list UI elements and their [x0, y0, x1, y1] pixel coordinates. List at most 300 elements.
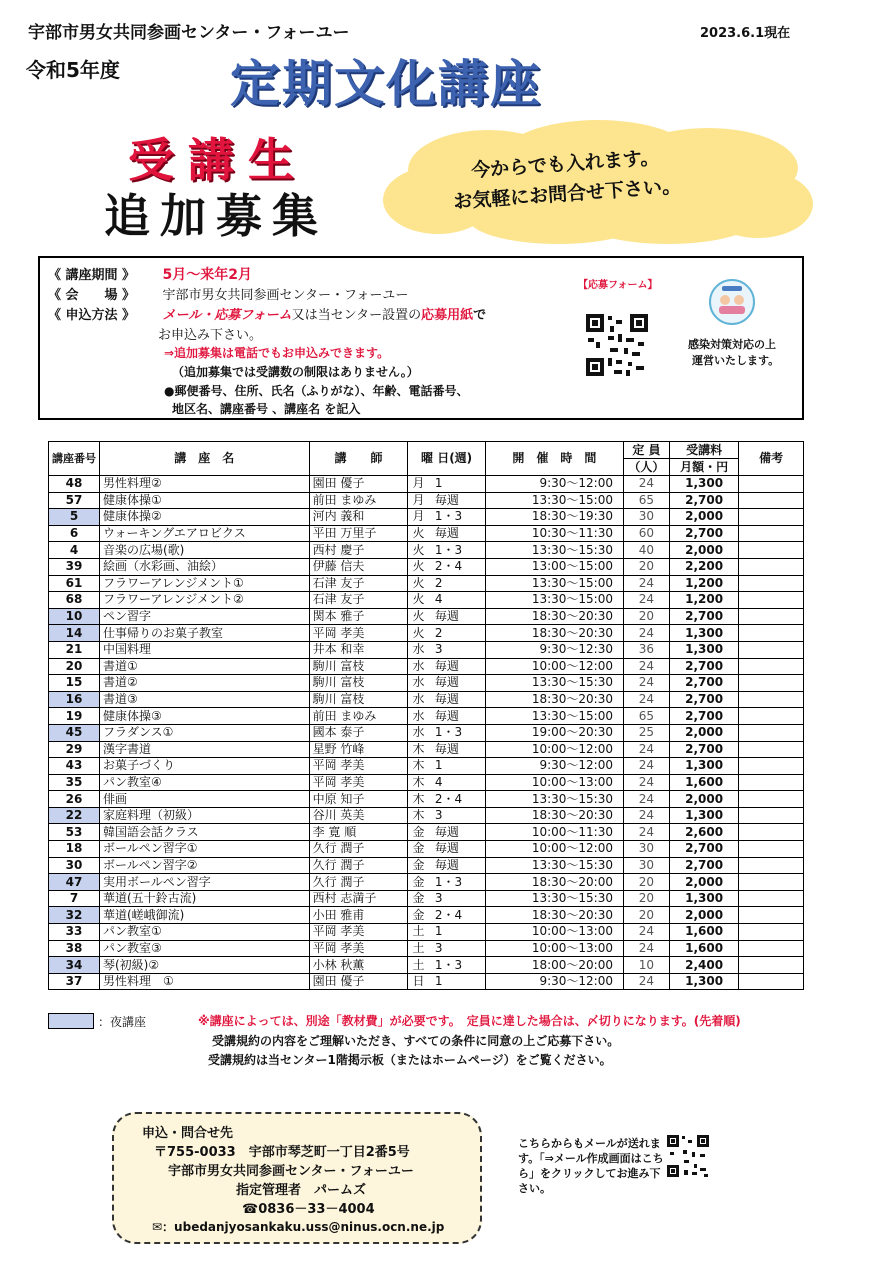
course-note	[739, 658, 804, 675]
course-capacity: 24	[624, 924, 670, 941]
course-note	[739, 691, 804, 708]
course-note	[739, 890, 804, 907]
course-capacity: 25	[624, 724, 670, 741]
course-frequency: 1	[432, 758, 485, 775]
course-time: 10:30～11:30	[485, 525, 623, 542]
course-day: 土	[408, 924, 432, 941]
method-line-5: ●郵便番号、住所、氏名（ふりがな）、年齢、電話番号、	[164, 384, 469, 398]
course-no: 48	[49, 476, 100, 493]
course-no: 47	[49, 874, 100, 891]
course-fee: 1,300	[669, 476, 738, 493]
course-frequency: 毎週	[432, 658, 485, 675]
table-row	[49, 675, 804, 692]
course-time: 18:30～20:30	[485, 807, 623, 824]
course-note	[739, 708, 804, 725]
course-name: 書道②	[100, 675, 310, 692]
course-no: 33	[49, 924, 100, 941]
course-fee: 2,200	[669, 558, 738, 575]
mail-note: こちらからもメールが送れます。「⇒メール作成画面はこちら」をクリックしてお進み下さい。	[518, 1137, 664, 1195]
course-capacity: 24	[624, 592, 670, 609]
course-note	[739, 625, 804, 642]
course-no: 19	[49, 708, 100, 725]
table-row	[49, 525, 804, 542]
course-no: 34	[49, 957, 100, 974]
table-row	[49, 641, 804, 658]
header-fee: 受講料	[669, 442, 738, 459]
course-teacher: 関本 雅子	[309, 608, 408, 625]
course-teacher: 西村 慶子	[309, 542, 408, 559]
course-fee: 1,300	[669, 625, 738, 642]
covid-stop-icon	[708, 278, 756, 326]
course-teacher: 駒川 富枝	[309, 691, 408, 708]
subtitle-recruitment: 追加募集	[104, 189, 328, 243]
course-no: 20	[49, 658, 100, 675]
contact-title: 申込・問合せ先	[142, 1126, 234, 1141]
course-day: 木	[408, 807, 432, 824]
course-teacher: 園田 優子	[309, 973, 408, 990]
course-teacher: 久行 潤子	[309, 857, 408, 874]
course-no: 43	[49, 758, 100, 775]
course-no: 21	[49, 641, 100, 658]
course-teacher: 李 寛 順	[309, 824, 408, 841]
course-frequency: 毎週	[432, 691, 485, 708]
course-time: 13:00～15:00	[485, 558, 623, 575]
period-value: 5月～来年2月	[162, 267, 253, 283]
course-day: 水	[408, 675, 432, 692]
course-fee: 2,600	[669, 824, 738, 841]
course-capacity: 24	[624, 774, 670, 791]
course-fee: 2,700	[669, 708, 738, 725]
course-no: 5	[49, 509, 100, 526]
course-capacity: 24	[624, 824, 670, 841]
course-time: 13:30～15:30	[485, 791, 623, 808]
course-no: 16	[49, 691, 100, 708]
table-row	[49, 807, 804, 824]
course-capacity: 24	[624, 741, 670, 758]
course-note	[739, 525, 804, 542]
course-time: 18:30～20:00	[485, 874, 623, 891]
course-note	[739, 741, 804, 758]
course-fee: 2,700	[669, 741, 738, 758]
course-note	[739, 807, 804, 824]
course-fee: 2,400	[669, 957, 738, 974]
course-note	[739, 509, 804, 526]
course-fee: 1,600	[669, 924, 738, 941]
course-frequency: 毎週	[432, 608, 485, 625]
course-fee: 1,300	[669, 807, 738, 824]
method-value-or: 又は当センター設置の	[291, 308, 422, 323]
course-time: 10:00～13:00	[485, 924, 623, 941]
course-day: 木	[408, 791, 432, 808]
table-row	[49, 841, 804, 858]
course-capacity: 30	[624, 857, 670, 874]
fiscal-year: 令和5年度	[26, 58, 120, 82]
table-row	[49, 608, 804, 625]
table-row	[49, 741, 804, 758]
course-teacher: 中原 知子	[309, 791, 408, 808]
note-material-fee: ※講座によっては、別途「教材費」が必要です。 定員に達した場合は、〆切りになります。(先着順)	[198, 1014, 741, 1028]
course-fee: 2,700	[669, 841, 738, 858]
course-capacity: 24	[624, 758, 670, 775]
course-teacher: 前田 まゆみ	[309, 708, 408, 725]
course-name: ウォーキングエアロビクス	[100, 525, 310, 542]
course-capacity: 24	[624, 476, 670, 493]
course-name: ペン習字	[100, 608, 310, 625]
course-capacity: 24	[624, 625, 670, 642]
course-capacity: 20	[624, 890, 670, 907]
course-day: 水	[408, 641, 432, 658]
course-note	[739, 608, 804, 625]
course-time: 18:30～20:30	[485, 608, 623, 625]
course-note	[739, 791, 804, 808]
course-day: 月	[408, 492, 432, 509]
course-capacity: 24	[624, 791, 670, 808]
course-no: 18	[49, 841, 100, 858]
course-capacity: 24	[624, 691, 670, 708]
course-frequency: 毎週	[432, 824, 485, 841]
course-note	[739, 592, 804, 609]
course-frequency: 2	[432, 625, 485, 642]
course-day: 火	[408, 525, 432, 542]
course-note	[739, 724, 804, 741]
cloud-line-1: 今からでも入れます。	[470, 146, 660, 182]
course-note	[739, 824, 804, 841]
table-row	[49, 973, 804, 990]
method-line-4: （追加募集では受講数の制限はありません。）	[172, 365, 419, 379]
table-row	[49, 924, 804, 941]
header-course-no: 講座番号	[49, 442, 100, 476]
table-row	[49, 824, 804, 841]
venue-value: 宇部市男女共同参画センター・フォーユー	[162, 288, 409, 303]
course-frequency: 1・3	[432, 542, 485, 559]
course-no: 10	[49, 608, 100, 625]
course-day: 火	[408, 592, 432, 609]
table-row	[49, 874, 804, 891]
course-time: 9:30～12:00	[485, 758, 623, 775]
course-day: 日	[408, 973, 432, 990]
course-fee: 1,300	[669, 890, 738, 907]
contact-address: 〒755-0033 宇部市琴芝町一丁目2番5号	[154, 1145, 410, 1160]
course-time: 10:00～11:30	[485, 824, 623, 841]
course-name: 音楽の広場(歌)	[100, 542, 310, 559]
header-note: 備考	[739, 442, 804, 476]
course-capacity: 24	[624, 658, 670, 675]
course-frequency: 毎週	[432, 857, 485, 874]
course-capacity: 30	[624, 841, 670, 858]
course-fee: 1,600	[669, 940, 738, 957]
course-teacher: 平岡 孝美	[309, 758, 408, 775]
course-name: 家庭料理（初級）	[100, 807, 310, 824]
course-name: 華道(嵯峨御流)	[100, 907, 310, 924]
course-fee: 1,600	[669, 774, 738, 791]
course-teacher: 石津 友子	[309, 575, 408, 592]
course-name: 絵画（水彩画、油絵）	[100, 558, 310, 575]
course-day: 金	[408, 874, 432, 891]
course-teacher: 平田 万里子	[309, 525, 408, 542]
course-capacity: 36	[624, 641, 670, 658]
course-capacity: 24	[624, 940, 670, 957]
course-name: ボールペン習字②	[100, 857, 310, 874]
course-capacity: 30	[624, 509, 670, 526]
course-teacher: 谷川 英美	[309, 807, 408, 824]
course-note	[739, 857, 804, 874]
course-teacher: 駒川 富枝	[309, 658, 408, 675]
course-no: 7	[49, 890, 100, 907]
contact-email[interactable]: ✉：ubedanjyosankaku.uss@ninus.ocn.ne.jp	[152, 1220, 445, 1234]
course-time: 13:30～15:30	[485, 890, 623, 907]
course-day: 木	[408, 774, 432, 791]
table-row	[49, 625, 804, 642]
header-time: 開 催 時 間	[485, 442, 623, 476]
form-label: 【応募フォーム】	[578, 280, 658, 291]
course-time: 9:30～12:30	[485, 641, 623, 658]
course-time: 9:30～12:00	[485, 476, 623, 493]
course-time: 10:00～13:00	[485, 774, 623, 791]
covid-line-2: 運営いたします。	[692, 354, 780, 367]
course-capacity: 24	[624, 675, 670, 692]
method-value-paper: 応募用紙	[421, 308, 474, 323]
course-time: 19:00～20:30	[485, 724, 623, 741]
course-day: 土	[408, 940, 432, 957]
course-name: 韓国語会話クラス	[100, 824, 310, 841]
course-no: 57	[49, 492, 100, 509]
course-capacity: 40	[624, 542, 670, 559]
course-time: 10:00～12:00	[485, 658, 623, 675]
course-teacher: 西村 志満子	[309, 890, 408, 907]
venue-row	[48, 284, 408, 303]
course-no: 6	[49, 525, 100, 542]
course-teacher: 平岡 孝美	[309, 940, 408, 957]
course-note	[739, 774, 804, 791]
course-note	[739, 874, 804, 891]
course-frequency: 毎週	[432, 525, 485, 542]
contact-manager: 指定管理者 パームズ	[236, 1183, 367, 1198]
course-fee: 1,300	[669, 973, 738, 990]
course-frequency: 毎週	[432, 492, 485, 509]
course-day: 火	[408, 558, 432, 575]
method-value-de: で	[473, 308, 487, 323]
course-fee: 1,200	[669, 575, 738, 592]
course-teacher: 井本 和幸	[309, 641, 408, 658]
course-capacity: 65	[624, 708, 670, 725]
course-name: お菓子づくり	[100, 758, 310, 775]
course-capacity: 60	[624, 525, 670, 542]
method-line-6: 地区名、講座番号 、講座名 を記入	[172, 402, 361, 416]
note-terms-location: 受講規約は当センター1階掲示板（またはホームページ）をご覧ください。	[208, 1053, 612, 1067]
course-frequency: 4	[432, 592, 485, 609]
course-day: 水	[408, 708, 432, 725]
table-row	[49, 907, 804, 924]
table-row	[49, 708, 804, 725]
course-frequency: 1・3	[432, 509, 485, 526]
table-row	[49, 857, 804, 874]
contact-box	[112, 1112, 482, 1244]
course-name: フラダンス①	[100, 724, 310, 741]
course-name: 俳画	[100, 791, 310, 808]
course-teacher: 小田 雅甫	[309, 907, 408, 924]
course-fee: 2,000	[669, 791, 738, 808]
course-no: 29	[49, 741, 100, 758]
note-terms-agreement: 受講規約の内容をご理解いただき、すべての条件に同意の上ご応募下さい。	[212, 1034, 620, 1048]
as-of-date: 2023.6.1現在	[700, 26, 791, 41]
page-title: 定期文化講座	[230, 55, 542, 113]
course-no: 22	[49, 807, 100, 824]
course-frequency: 毎週	[432, 841, 485, 858]
course-name: 実用ボールペン習字	[100, 874, 310, 891]
course-time: 18:30～20:30	[485, 691, 623, 708]
table-row	[49, 592, 804, 609]
course-note	[739, 758, 804, 775]
course-frequency: 3	[432, 807, 485, 824]
course-day: 火	[408, 625, 432, 642]
organization-name: 宇部市男女共同参画センター・フォーユー	[28, 23, 350, 43]
course-name: パン教室③	[100, 940, 310, 957]
table-row	[49, 890, 804, 907]
course-name: パン教室④	[100, 774, 310, 791]
table-row	[49, 509, 804, 526]
course-day: 水	[408, 691, 432, 708]
course-day: 木	[408, 741, 432, 758]
course-frequency: 1	[432, 973, 485, 990]
course-name: 男性料理②	[100, 476, 310, 493]
course-table-body	[49, 476, 804, 990]
course-time: 13:30～15:30	[485, 675, 623, 692]
course-note	[739, 940, 804, 957]
course-fee: 2,700	[669, 608, 738, 625]
course-name: 健康体操②	[100, 509, 310, 526]
course-no: 32	[49, 907, 100, 924]
course-name: フラワーアレンジメント②	[100, 592, 310, 609]
course-day: 火	[408, 575, 432, 592]
course-frequency: 1	[432, 476, 485, 493]
course-frequency: 2・4	[432, 907, 485, 924]
course-capacity: 24	[624, 807, 670, 824]
course-note	[739, 973, 804, 990]
course-teacher: 園田 優子	[309, 476, 408, 493]
course-fee: 2,700	[669, 691, 738, 708]
course-day: 木	[408, 758, 432, 775]
header-fee-unit: 月額・円	[669, 459, 738, 476]
night-class-legend-swatch	[48, 1013, 94, 1029]
course-time: 13:30～15:30	[485, 857, 623, 874]
course-time: 18:30～20:30	[485, 907, 623, 924]
course-day: 水	[408, 658, 432, 675]
course-note	[739, 492, 804, 509]
table-row	[49, 758, 804, 775]
course-fee: 2,000	[669, 509, 738, 526]
course-name: 漢字書道	[100, 741, 310, 758]
qr-code-form[interactable]	[584, 312, 650, 378]
table-row	[49, 575, 804, 592]
course-no: 53	[49, 824, 100, 841]
header-capacity: 定 員	[624, 442, 670, 459]
course-time: 10:00～12:00	[485, 841, 623, 858]
header-capacity-unit: （人）	[624, 459, 670, 476]
course-name: パン教室①	[100, 924, 310, 941]
course-day: 金	[408, 857, 432, 874]
course-day: 土	[408, 957, 432, 974]
course-note	[739, 924, 804, 941]
course-frequency: 3	[432, 890, 485, 907]
course-fee: 2,000	[669, 542, 738, 559]
course-time: 9:30～12:00	[485, 973, 623, 990]
course-time: 13:30～15:00	[485, 575, 623, 592]
course-no: 39	[49, 558, 100, 575]
course-capacity: 20	[624, 558, 670, 575]
course-time: 10:00～13:00	[485, 940, 623, 957]
course-frequency: 毎週	[432, 675, 485, 692]
course-day: 水	[408, 724, 432, 741]
course-note	[739, 675, 804, 692]
course-name: 仕事帰りのお菓子教室	[100, 625, 310, 642]
course-frequency: 1・3	[432, 957, 485, 974]
course-frequency: 2	[432, 575, 485, 592]
course-no: 37	[49, 973, 100, 990]
course-time: 13:30～15:00	[485, 492, 623, 509]
course-day: 金	[408, 841, 432, 858]
contact-phone: ☎0836－33－4004	[242, 1202, 375, 1217]
qr-code-mail[interactable]	[666, 1134, 710, 1178]
course-note	[739, 841, 804, 858]
course-fee: 1,200	[669, 592, 738, 609]
course-day: 金	[408, 907, 432, 924]
course-frequency: 毎週	[432, 708, 485, 725]
course-no: 35	[49, 774, 100, 791]
course-capacity: 24	[624, 973, 670, 990]
table-row	[49, 492, 804, 509]
course-frequency: 4	[432, 774, 485, 791]
course-capacity: 20	[624, 874, 670, 891]
course-name: 健康体操③	[100, 708, 310, 725]
course-frequency: 3	[432, 940, 485, 957]
application-info-box	[38, 256, 804, 420]
course-teacher: 石津 友子	[309, 592, 408, 609]
course-fee: 2,700	[669, 675, 738, 692]
course-teacher: 伊藤 信夫	[309, 558, 408, 575]
course-fee: 2,000	[669, 874, 738, 891]
course-fee: 1,300	[669, 758, 738, 775]
method-value-email-form: メール・応募フォーム	[162, 308, 292, 323]
course-fee: 1,300	[669, 641, 738, 658]
method-row	[48, 304, 486, 323]
table-row	[49, 691, 804, 708]
course-frequency: 2・4	[432, 558, 485, 575]
course-capacity: 24	[624, 575, 670, 592]
table-row	[49, 724, 804, 741]
table-row	[49, 558, 804, 575]
course-capacity: 20	[624, 608, 670, 625]
table-row	[49, 940, 804, 957]
course-time: 13:30～15:30	[485, 542, 623, 559]
course-fee: 2,700	[669, 857, 738, 874]
course-no: 14	[49, 625, 100, 642]
course-no: 4	[49, 542, 100, 559]
course-name: 健康体操①	[100, 492, 310, 509]
course-teacher: 久行 潤子	[309, 841, 408, 858]
covid-line-1: 感染対策対応の上	[688, 338, 776, 351]
course-name: 中国料理	[100, 641, 310, 658]
course-note	[739, 542, 804, 559]
course-table-wrapper	[48, 441, 804, 990]
contact-org: 宇部市男女共同参画センター・フォーユー	[168, 1164, 414, 1179]
night-class-legend-label: ：夜講座	[98, 1015, 147, 1029]
course-fee: 2,700	[669, 658, 738, 675]
course-note	[739, 476, 804, 493]
course-teacher: 平岡 孝美	[309, 625, 408, 642]
course-frequency: 1・3	[432, 724, 485, 741]
course-note	[739, 957, 804, 974]
course-teacher: 國本 泰子	[309, 724, 408, 741]
